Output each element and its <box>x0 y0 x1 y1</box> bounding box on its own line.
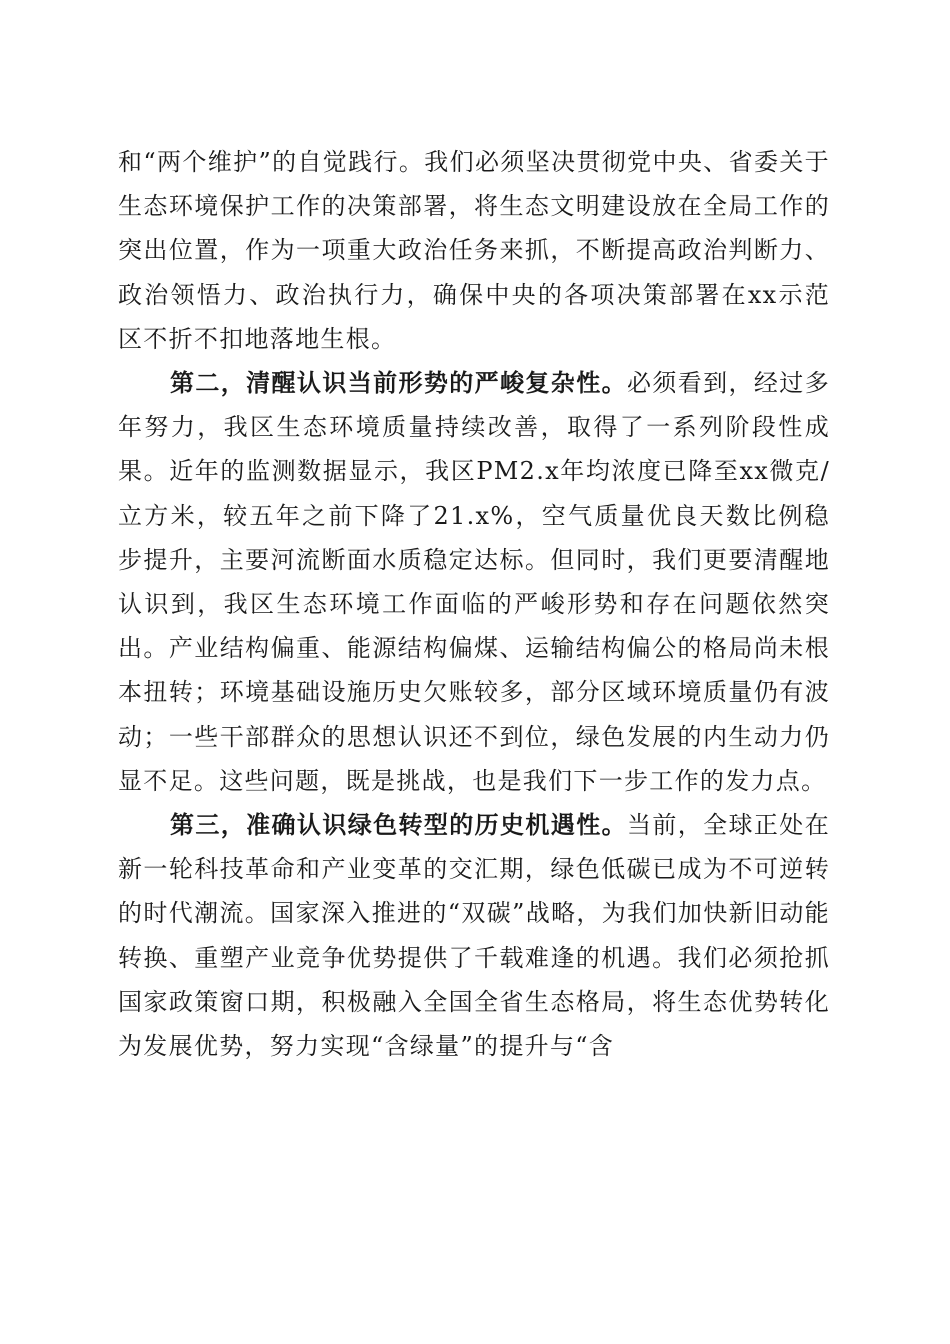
paragraph-continuation <box>118 140 830 361</box>
paragraph-heading: 第二，清醒认识当前形势的严峻复杂性。 <box>170 368 627 398</box>
paragraph-heading: 第三，准确认识绿色转型的历史机遇性。 <box>170 810 627 840</box>
paragraph-text: 必须看到，经过多年努力，我区生态环境质量持续改善，取得了一系列阶段性成果。近年的监测数据显示，我区PM2.x年均浓度已降至xx微克/立方米，较五年之前下降了21.x%，空气质量优良天数比例稳步提升，主要河流断面水质稳定达标。但同时，我们更要清醒地认识到，我区生态环境工作面临的严峻形势和存在问题依然突出。产业结构偏重、能源结构偏煤、运输结构偏公的格局尚未根本扭转；环境基础设施历史欠账较多，部分区域环境质量仍有波动；一些干部群众的思想认识还不到位，绿色发展的内生动力仍显不足。这些问题，既是挑战，也是我们下一步工作的发力点。 <box>118 369 830 795</box>
paragraph-second-point <box>118 361 830 803</box>
document-body <box>118 140 830 1068</box>
paragraph-text: 和“两个维护”的自觉践行。我们必须坚决贯彻党中央、省委关于生态环境保护工作的决策部署，将生态文明建设放在全局工作的突出位置，作为一项重大政治任务来抓，不断提高政治判断力、政治领悟力、政治执行力，确保中央的各项决策部署在xx示范区不折不扣地落地生根。 <box>118 148 830 353</box>
paragraph-third-point <box>118 803 830 1068</box>
paragraph-text: 当前，全球正处在新一轮科技革命和产业变革的交汇期，绿色低碳已成为不可逆转的时代潮流。国家深入推进的“双碳”战略，为我们加快新旧动能转换、重塑产业竞争优势提供了千载难逢的机遇。我们必须抢抓国家政策窗口期，积极融入全国全省生态格局，将生态优势转化为发展优势，努力实现“含绿量”的提升与“含 <box>118 811 830 1061</box>
